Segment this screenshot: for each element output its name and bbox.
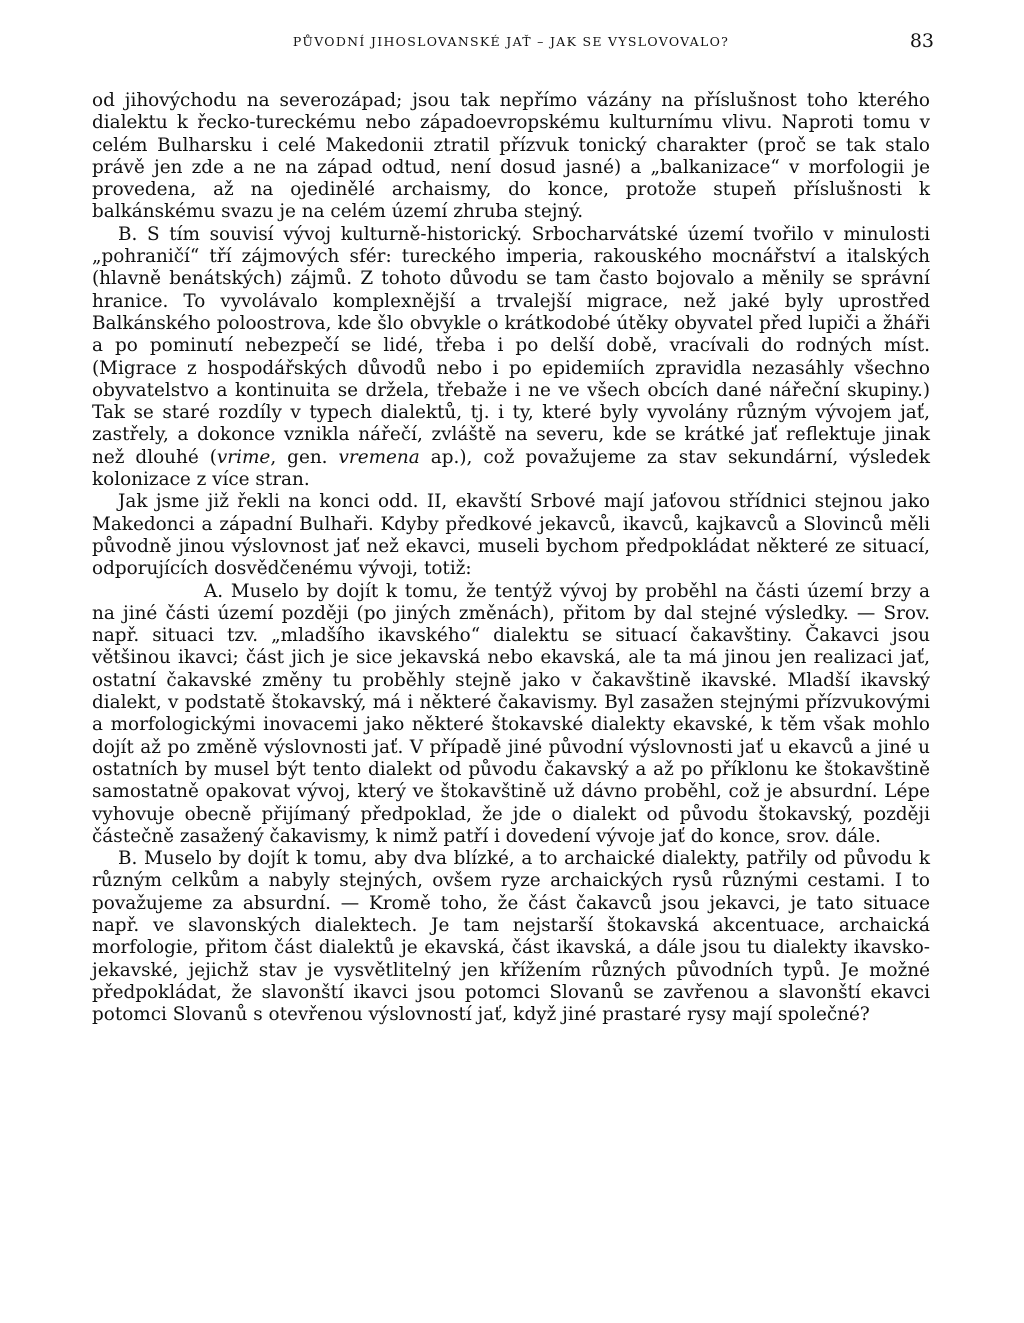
- paragraph-text: od jihovýchodu na severozápad; jsou tak nepřímo vázány na příslušnost toho kterého dialektu k řecko-tureckému nebo západoevropskému kulturnímu vlivu. Naproti tomu v celém Bulharsku i celé Makedonii ztratil přízvuk tonický charakter (proč se tak stalo právě jen zde a ne na západ odtud, není dosud jasné) a „balkanizace“ v morfologii je provedena, až na ojedinělé archaismy, do konce, protože stupeň příslušnosti k balkánskému svazu je na celém území zhruba stejný.: [92, 90, 930, 223]
- paragraph: [92, 848, 930, 1026]
- italic-word: vremena: [338, 446, 420, 468]
- paragraph-text: ap.), což považujeme za stav sekundární, výsledek kolonizace z více stran.: [92, 446, 930, 491]
- page-number: 83: [909, 30, 934, 52]
- body-text: [92, 90, 930, 1026]
- paragraph: [92, 581, 930, 849]
- running-head: PŮVODNÍ JIHOSLOVANSKÉ JAŤ – JAK SE VYSLOVOVALO?: [292, 34, 730, 49]
- paragraph: [92, 90, 930, 224]
- paragraph-text: , gen.: [270, 446, 339, 468]
- paragraph-text: A. Muselo by dojít k tomu, že tentýž vývoj by proběhl na části území brzy a na jiné části území později (po jiných změnách), přitom by dal stejné výsledky. — Srov. např. situaci tzv. „mladšího ikavského“ dialektu se situací čakavštiny. Čakavci jsou většinou ikavci; část jich je sice jekavská nebo ekavská, ale ta má jinou jen realizaci jať, ostatní čakavské změny tu proběhly stejně jako v čakavštině ikavské. Mladší ikavský dialekt, v podstatě štokavský, má i některé čakavismy. Byl zasažen stejnými přízvukovými a morfologickými inovacemi jako některé štokavské dialekty ekavské, k těm však mohlo dojít až po změně výslovnosti jať. V případě jiné původní výslovnosti jať u ekavců a jiné u ostatních by musel být tento dialekt od původu čakavský a až po příklonu ke štokavštině samostatně opakovat vývoj, který ve štokavštině už dávno proběhl, což je absurdní. Lépe vyhovuje obecně přijímaný předpoklad, že jde o dialekt od původu štokavský, později částečně zasažený čakavismy, k nimž patří i dovedení vývoje jať do konce, srov. dále.: [92, 580, 930, 847]
- paragraph-text: B. Muselo by dojít k tomu, aby dva blízké, a to archaické dialekty, patřily od původu k různým celkům a nabyly stejných, ovšem ryze archaických rysů různými cestami. I to považujeme za absurdní. — Kromě toho, že část čakavců jsou jekavci, je tato situace např. ve slavonských dialektech. Je tam nejstarší štokavská akcentuace, archaická morfologie, přitom část dialektů je ekavská, část ikavská, a dále jsou tu dialekty ikavsko-jekavské, jejichž stav je vysvětlitelný jen křížením různých původních typů. Je možné předpokládat, že slavonští ikavci jsou potomci Slovanů se zavřenou a slavonští ekavci potomci Slovanů s otevřenou výslovností jať, když jiné prastaré rysy mají společné?: [92, 848, 930, 1026]
- paragraph: [92, 224, 930, 492]
- paragraph-text: Jak jsme již řekli na konci odd. II, ekavští Srbové mají jaťovou střídnici stejnou jako Makedonci a západní Bulhaři. Kdyby předkové jekavců, ikavců, kajkavců a Slovinců měli původně jinou výslovnost jať než ekavci, museli bychom předpokládat některé ze situací, odporujících dosvědčenému vývoji, totiž:: [92, 491, 930, 580]
- document-page: [92, 30, 934, 1026]
- italic-word: vrime: [216, 446, 271, 468]
- paragraph-text: B. S tím souvisí vývoj kulturně-historický. Srbocharvátské území tvořilo v minulosti „pohraničí“ tří zájmových sfér: tureckého imperia, rakouského mocnářství a italských (hlavně benátských) zájmů. Z tohoto důvodu se tam často bojovalo a měnily se správní hranice. To vyvolávalo komplexnější a trvalejší migrace, než jaké byly uprostřed Balkánského poloostrova, kde šlo obvykle o krátkodobé útěky obyvatel před lupiči a žháři a po pominutí nebezpečí se lidé, třeba i po delší době, vracívali do rodných míst. (Migrace z hospodářských důvodů nebo i po epidemiích zpravidla nezasáhly všechno obyvatelstvo a kontinuita se držela, třebaže i ne ve všech obcích dané nářeční skupiny.) Tak se staré rozdíly v typech dialektů, tj. i ty, které byly vyvolány různým vývojem jať, zastřely, a dokonce vznikla nářečí, zvláště na severu, kde se krátké jať reflektuje jinak než dlouhé (: [92, 223, 930, 468]
- paragraph: [92, 491, 930, 580]
- page-header: [92, 30, 934, 60]
